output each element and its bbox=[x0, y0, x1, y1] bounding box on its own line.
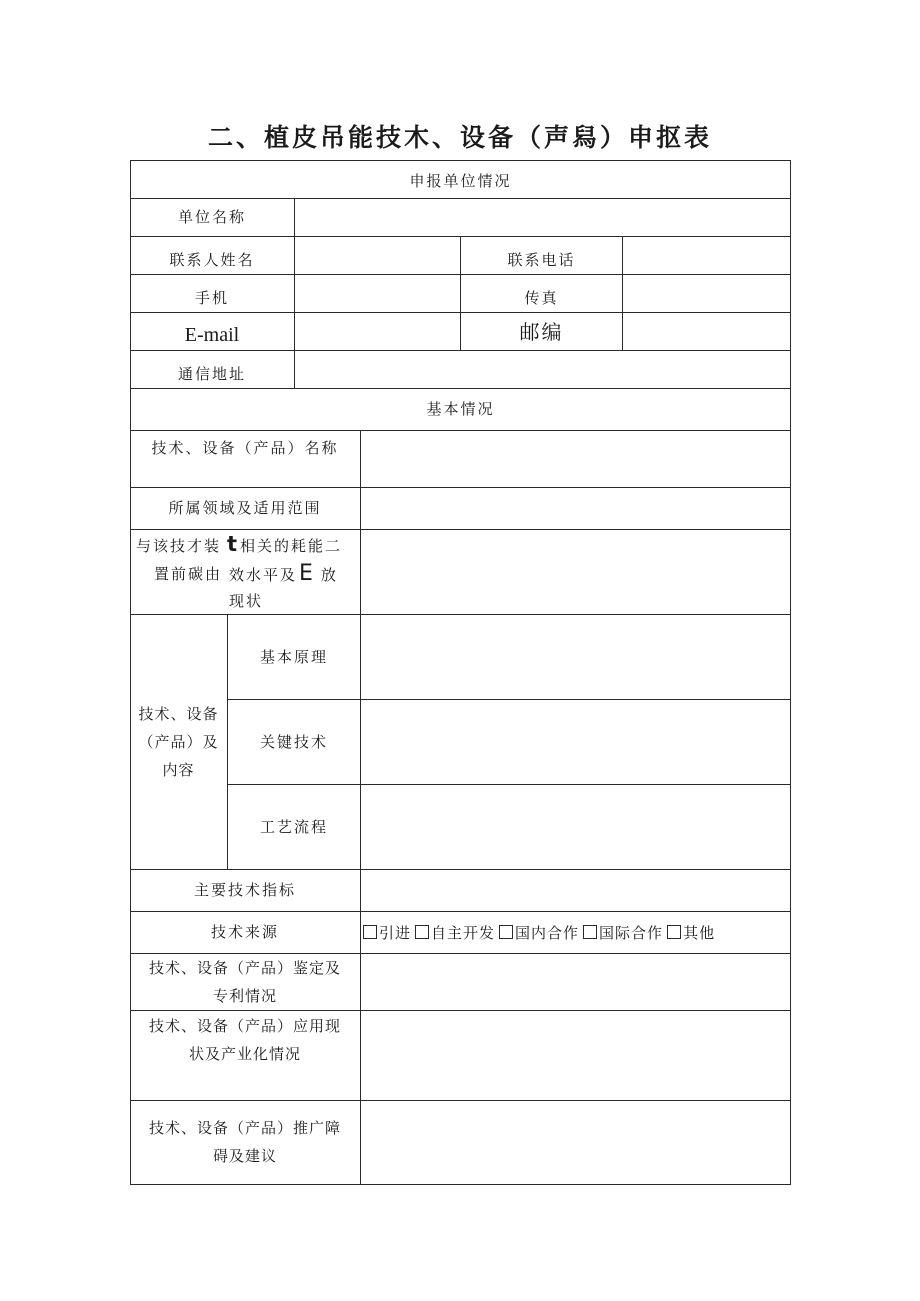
label-email: E-mail bbox=[184, 324, 240, 346]
email-field[interactable] bbox=[295, 312, 460, 350]
label-process-flow: 工艺流程 bbox=[259, 817, 328, 836]
label-product-name: 技术、设备（产品）名称 bbox=[151, 439, 339, 457]
content-group-line3: 内容 bbox=[162, 760, 195, 779]
promotion-line2: 碍及建议 bbox=[212, 1147, 277, 1165]
current-status-mark-t: t bbox=[227, 532, 238, 556]
option-other-label: 其他 bbox=[683, 923, 716, 942]
section-header-applicant: 申报单位情况 bbox=[409, 172, 512, 190]
option-import-label: 引进 bbox=[379, 923, 412, 942]
checkbox-domestic-cooperation[interactable] bbox=[499, 925, 513, 939]
label-address: 通信地址 bbox=[177, 365, 246, 383]
appraisal-field[interactable] bbox=[361, 953, 790, 1010]
label-fax: 传真 bbox=[524, 289, 559, 307]
label-key-technology: 关键技术 bbox=[259, 732, 328, 751]
checkbox-self-developed[interactable] bbox=[415, 925, 429, 939]
label-basic-principle: 基本原理 bbox=[259, 647, 328, 666]
unit-name-field[interactable] bbox=[295, 198, 790, 236]
fax-field[interactable] bbox=[623, 274, 790, 312]
content-group-line2: （产品）及 bbox=[138, 732, 219, 751]
checkbox-other[interactable] bbox=[667, 925, 681, 939]
label-mobile: 手机 bbox=[194, 289, 229, 307]
application-field[interactable] bbox=[361, 1010, 790, 1100]
option-domestic-cooperation-label: 国内合作 bbox=[515, 923, 580, 942]
current-status-right-line1: 相关的耗能二 bbox=[240, 537, 343, 555]
product-name-field[interactable] bbox=[361, 430, 790, 487]
label-tech-source: 技术来源 bbox=[210, 923, 279, 941]
application-form-table bbox=[130, 160, 791, 1185]
label-contact-phone: 联系电话 bbox=[507, 251, 576, 269]
content-group-line1: 技术、设备 bbox=[138, 704, 219, 723]
contact-name-field[interactable] bbox=[295, 236, 460, 274]
label-content-group bbox=[130, 614, 227, 869]
section-header-basic: 基本情况 bbox=[426, 400, 495, 418]
tech-source-options bbox=[363, 911, 715, 953]
address-field[interactable] bbox=[295, 350, 790, 388]
application-line2: 状及产业化情况 bbox=[188, 1045, 301, 1063]
appraisal-line1: 技术、设备（产品）鉴定及 bbox=[148, 958, 341, 977]
main-indicators-field[interactable] bbox=[361, 869, 790, 911]
mobile-field[interactable] bbox=[295, 274, 460, 312]
key-technology-field[interactable] bbox=[361, 699, 790, 784]
label-contact-name: 联系人姓名 bbox=[169, 251, 255, 269]
current-status-left-line2: 置前碳由 bbox=[154, 565, 223, 583]
application-line1: 技术、设备（产品）应用现 bbox=[148, 1017, 341, 1035]
promotion-line1: 技术、设备（产品）推广障 bbox=[148, 1119, 341, 1137]
promotion-field[interactable] bbox=[361, 1100, 790, 1184]
checkbox-international-cooperation[interactable] bbox=[583, 925, 597, 939]
basic-principle-field[interactable] bbox=[361, 614, 790, 699]
label-field-scope: 所属领域及适用范围 bbox=[168, 499, 322, 517]
current-status-field[interactable] bbox=[361, 529, 790, 614]
current-status-mark-e: E bbox=[299, 561, 315, 586]
contact-phone-field[interactable] bbox=[623, 236, 790, 274]
option-self-developed-label: 自主开发 bbox=[431, 923, 496, 942]
option-international-cooperation-label: 国际合作 bbox=[599, 923, 664, 942]
process-flow-field[interactable] bbox=[361, 784, 790, 869]
current-status-right-line2b: 放 bbox=[320, 566, 338, 584]
appraisal-line2: 专利情况 bbox=[212, 986, 277, 1005]
label-current-status bbox=[130, 529, 360, 614]
table-border-right bbox=[790, 160, 791, 1185]
current-status-right-line2a: 效水平及 bbox=[229, 566, 298, 584]
current-status-left-line1: 与该技才装 bbox=[136, 537, 222, 555]
current-status-right-line3: 现状 bbox=[229, 592, 264, 610]
label-postcode: 邮编 bbox=[519, 320, 564, 344]
current-status-right-line2 bbox=[229, 560, 338, 589]
label-unit-name: 单位名称 bbox=[177, 208, 246, 226]
label-appraisal bbox=[130, 953, 360, 1010]
label-main-indicators: 主要技术指标 bbox=[193, 881, 296, 899]
label-promotion bbox=[130, 1100, 360, 1184]
postcode-field[interactable] bbox=[623, 312, 790, 350]
field-scope-field[interactable] bbox=[361, 487, 790, 529]
checkbox-import[interactable] bbox=[363, 925, 377, 939]
table-border-bottom bbox=[130, 1184, 791, 1185]
label-application bbox=[130, 1010, 360, 1100]
page-title: 二、植皮吊能技木、设备（声舄）申抠表 bbox=[207, 123, 712, 152]
